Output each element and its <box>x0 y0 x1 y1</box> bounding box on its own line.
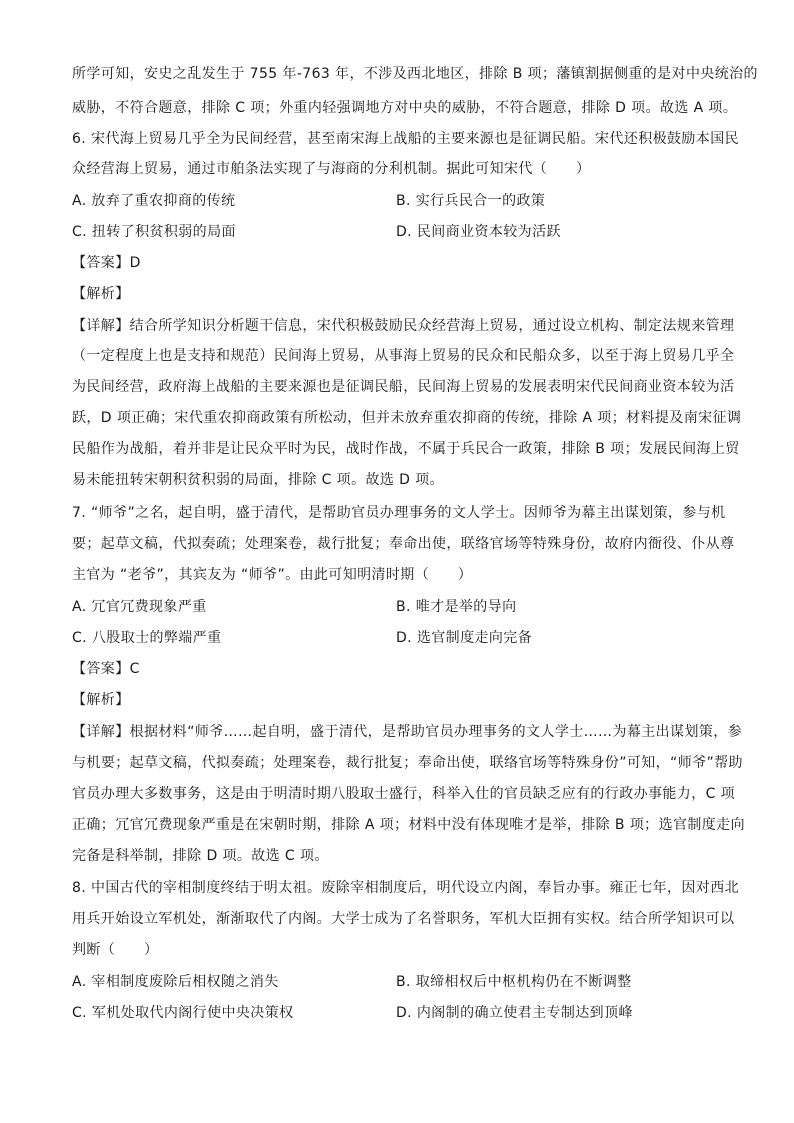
question-8-stem: 用兵开始设立军机处，渐渐取代了内阁。大学士成为了名誉职务，军机大臣拥有实权。结合所学知识可以 <box>72 911 735 927</box>
q8-option-c: C. 军机处取代内阁行使中央决策权 <box>72 1005 294 1021</box>
question-7-stem: 要；起草文稿，代拟奏疏；处理案卷，裁行批复；奉命出使，联络官场等特殊身份，故府内衙役、仆从尊 <box>72 536 735 552</box>
q6-option-d: D. 民间商业资本较为活跃 <box>396 224 561 240</box>
q7-answer: 【答案】C <box>72 661 140 677</box>
q6-detail-line: （一定程度上也是支持和规范）民间海上贸易，从事海上贸易的民众和民船众多，以至于海上贸易几乎全 <box>72 348 735 364</box>
q7-detail-line: 官员办理大多数事务，这是由于明清时期八股取士盛行，科举入仕的官员缺乏应有的行政办事能力，C 项 <box>72 786 736 802</box>
q7-detail-line: 完备是科举制，排除 D 项。故选 C 项。 <box>72 848 329 864</box>
text-line: 威胁，不符合题意，排除 C 项；外重内轻强调地方对中央的威胁，不符合题意，排除 D 项。故选 A 项。 <box>72 100 738 116</box>
q7-option-c: C. 八股取士的弊端严重 <box>72 630 222 646</box>
question-7-stem: 主官为 “老爷”，其宾友为 “师爷”。由此可知明清时期（ ） <box>72 567 473 583</box>
q6-detail-line: 民船作为战船，着并非是让民众平时为民，战时作战，不属于兵民合一政策，排除 B 项；发展民间海上贸 <box>72 441 740 457</box>
q7-option-b: B. 唯才是举的导向 <box>396 599 517 615</box>
q6-detail-line: 易未能扭转宋朝积贫积弱的局面，排除 C 项。故选 D 项。 <box>72 472 444 488</box>
question-6-stem: 众经营海上贸易，通过市舶条法实现了与海商的分利机制。据此可知宋代（ ） <box>72 161 591 177</box>
question-6-stem: 6. 宋代海上贸易几乎全为民间经营，甚至南宋海上战船的主要来源也是征调民船。宋代还积极鼓励本国民 <box>72 131 740 147</box>
q6-answer: 【答案】D <box>72 255 141 271</box>
q7-analysis-heading: 【解析】 <box>72 692 130 708</box>
text-line: 所学可知，安史之乱发生于 755 年-763 年，不涉及西北地区，排除 B 项；藩镇割据侧重的是对中央统治的 <box>72 66 758 82</box>
question-8-stem: 8. 中国古代的宰相制度终结于明太祖。废除宰相制度后，明代设立内阁，奉旨办事。雍正七年，因对西北 <box>72 880 740 896</box>
q7-detail-line: 与机要；起草文稿，代拟奏疏；处理案卷，裁行批复；奉命出使，联络官场等特殊身份”可知，“师爷”帮助 <box>72 755 743 771</box>
q8-option-a: A. 宰相制度废除后相权随之消失 <box>72 974 279 990</box>
q7-option-a: A. 冗官冗费现象严重 <box>72 599 207 615</box>
q7-detail-line: 【详解】根据材料“师爷……起自明，盛于清代，是帮助官员办理事务的文人学士……为幕主出谋划策，参 <box>72 724 743 740</box>
q8-option-d: D. 内阁制的确立使君主专制达到顶峰 <box>396 1005 633 1021</box>
q6-option-c: C. 扭转了积贫积弱的局面 <box>72 224 236 240</box>
question-7-stem: 7. “师爷”之名，起自明，盛于清代，是帮助官员办理事务的文人学士。因师爷为幕主出谋划策，参与机 <box>72 505 726 521</box>
q6-analysis-heading: 【解析】 <box>72 286 130 302</box>
q6-detail-line: 【详解】结合所学知识分析题干信息，宋代积极鼓励民众经营海上贸易，通过设立机构、制定法规来管理 <box>72 318 735 334</box>
q6-detail-line: 跃，D 项正确；宋代重农抑商政策有所松动，但并未放弃重农抑商的传统，排除 A 项；材料提及南宋征调 <box>72 410 742 426</box>
q7-detail-line: 正确；冗官冗费现象严重是在宋朝时期，排除 A 项；材料中没有体现唯才是举，排除 B 项；选官制度走向 <box>72 817 745 833</box>
question-8-stem: 判断（ ） <box>72 942 159 958</box>
q7-option-d: D. 选官制度走向完备 <box>396 630 533 646</box>
q6-option-b: B. 实行兵民合一的政策 <box>396 193 546 209</box>
q6-detail-line: 为民间经营，政府海上战船的主要来源也是征调民船，民间海上贸易的发展表明宋代民间商业资本较为活 <box>72 379 735 395</box>
q6-option-a: A. 放弃了重农抑商的传统 <box>72 193 236 209</box>
q8-option-b: B. 取缔相权后中枢机构仍在不断调整 <box>396 974 632 990</box>
